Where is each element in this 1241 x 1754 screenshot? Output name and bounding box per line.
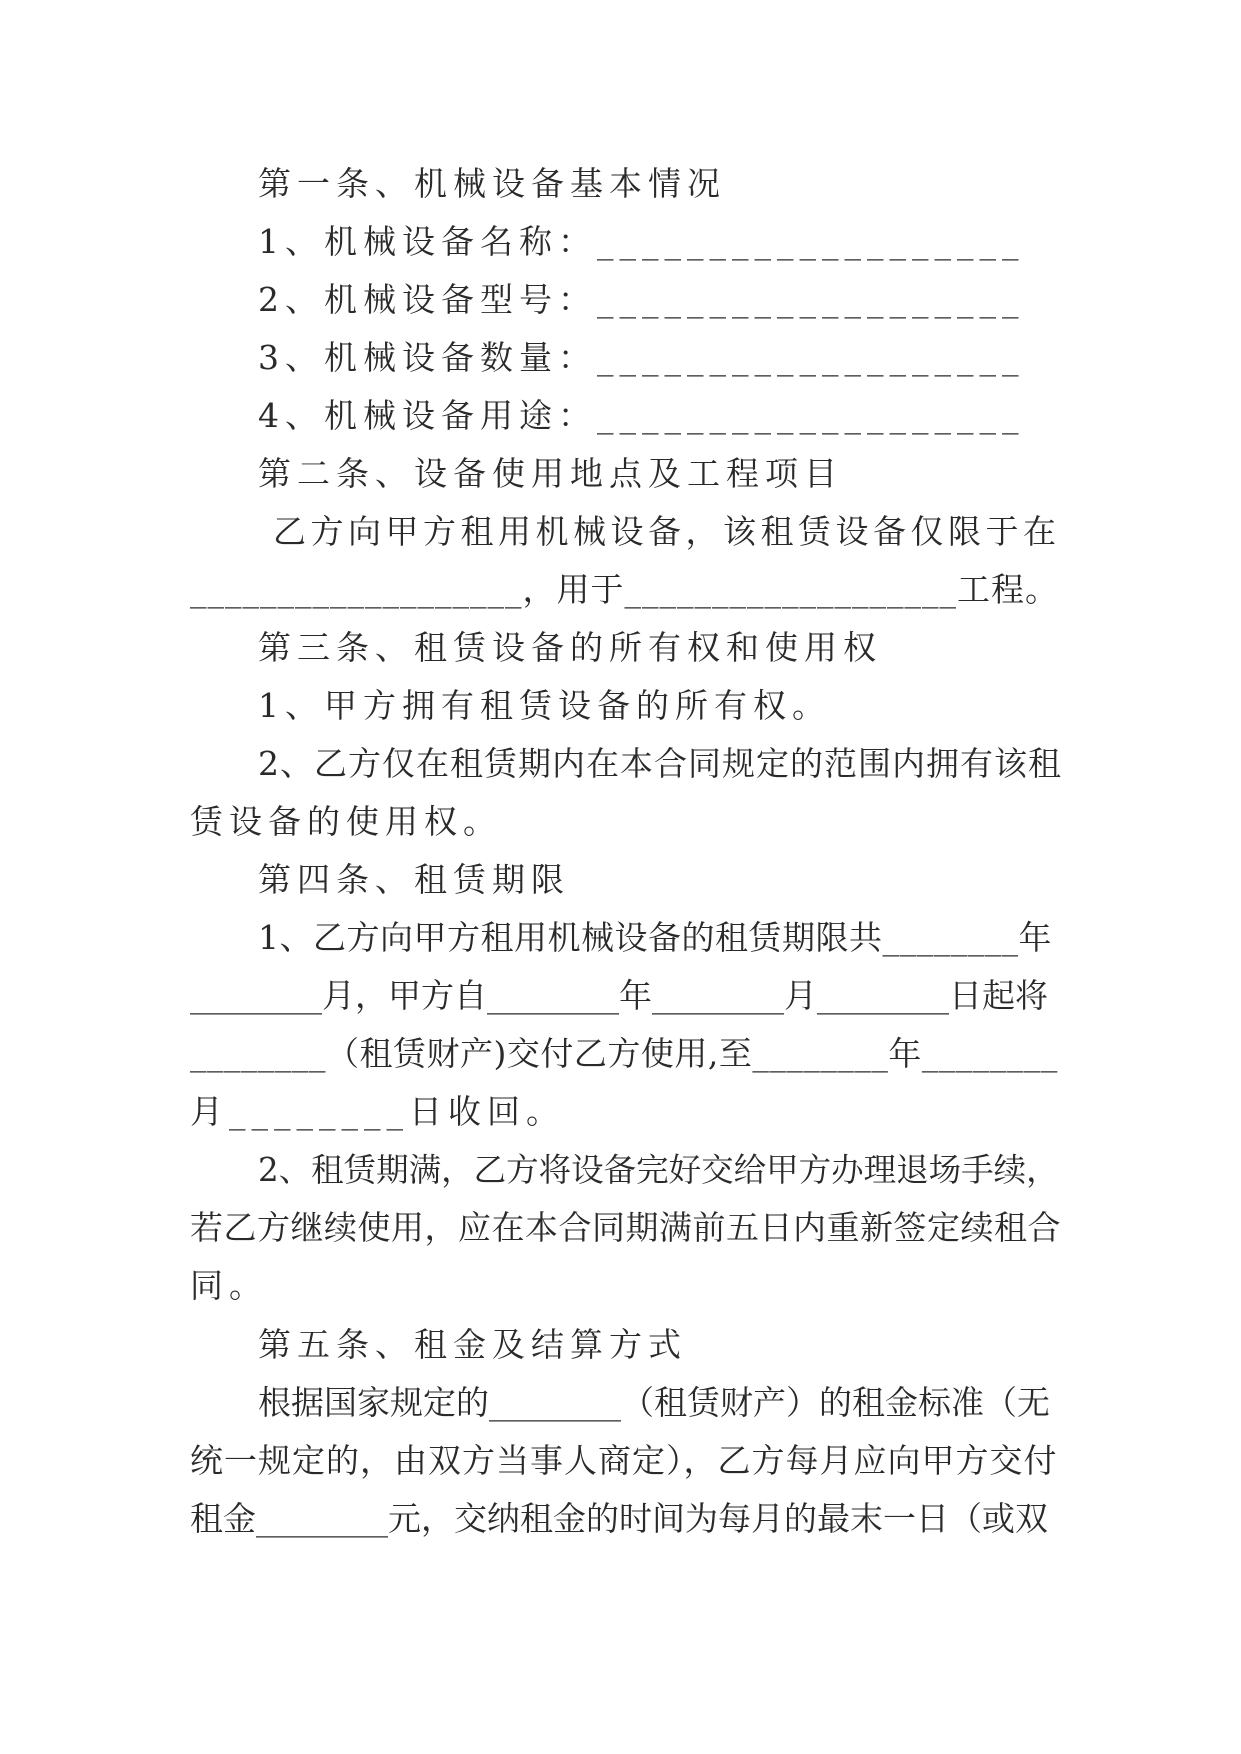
article-4-heading: 第四条、租赁期限 [258, 860, 570, 899]
article-4-item-1-line-2: ________月，甲方自________年________月________日起将 [190, 976, 1048, 1015]
article-5-paragraph-line-2: 统一规定的，由双方当事人商定），乙方每月应向甲方交付 [190, 1441, 1058, 1480]
article-2-paragraph-line-1: 乙方向甲方租用机械设备，该租赁设备仅限于在 [258, 512, 1061, 551]
article-4-item-2-line-2: 若乙方继续使用，应在本合同期满前五日内重新签定续租合 [190, 1208, 1061, 1247]
article-4-item-2-line-3: 同。 [190, 1266, 268, 1305]
article-3-item-2-line-2: 赁设备的使用权。 [190, 802, 502, 841]
article-4-item-1-line-3: ________（租赁财产)交付乙方使用,至________年________ [190, 1034, 1058, 1073]
article-3-item-1: 1、甲方拥有租赁设备的所有权。 [258, 686, 831, 725]
article-3-heading: 第三条、租赁设备的所有权和使用权 [258, 628, 882, 667]
equipment-name-line: 1、机械设备名称：___________________ [258, 222, 1025, 261]
article-1-heading: 第一条、机械设备基本情况 [258, 164, 726, 203]
article-4-item-1-line-4: 月________日收回。 [190, 1092, 565, 1131]
article-5-heading: 第五条、租金及结算方式 [258, 1325, 687, 1364]
equipment-purpose-line: 4、机械设备用途：___________________ [258, 396, 1025, 435]
equipment-model-line: 2、机械设备型号：___________________ [258, 280, 1025, 319]
article-2-heading: 第二条、设备使用地点及工程项目 [258, 454, 843, 493]
article-5-paragraph-line-3: 租金________元，交纳租金的时间为每月的最末一日（或双 [190, 1499, 1048, 1538]
article-4-item-2-line-1: 2、租赁期满，乙方将设备完好交给甲方办理退场手续， [258, 1151, 1059, 1189]
equipment-quantity-line: 3、机械设备数量：___________________ [258, 338, 1025, 377]
article-4-item-1-line-1: 1、乙方向甲方租用机械设备的租赁期限共________年 [258, 918, 1052, 957]
article-3-item-2-line-1: 2、乙方仅在租赁期内在本合同规定的范围内拥有该租 [258, 744, 1062, 783]
article-2-paragraph-line-2: ___________________，用于___________________工程。 [190, 570, 1059, 609]
article-5-paragraph-line-1: 根据国家规定的________（租赁财产）的租金标准（无 [258, 1383, 1050, 1422]
